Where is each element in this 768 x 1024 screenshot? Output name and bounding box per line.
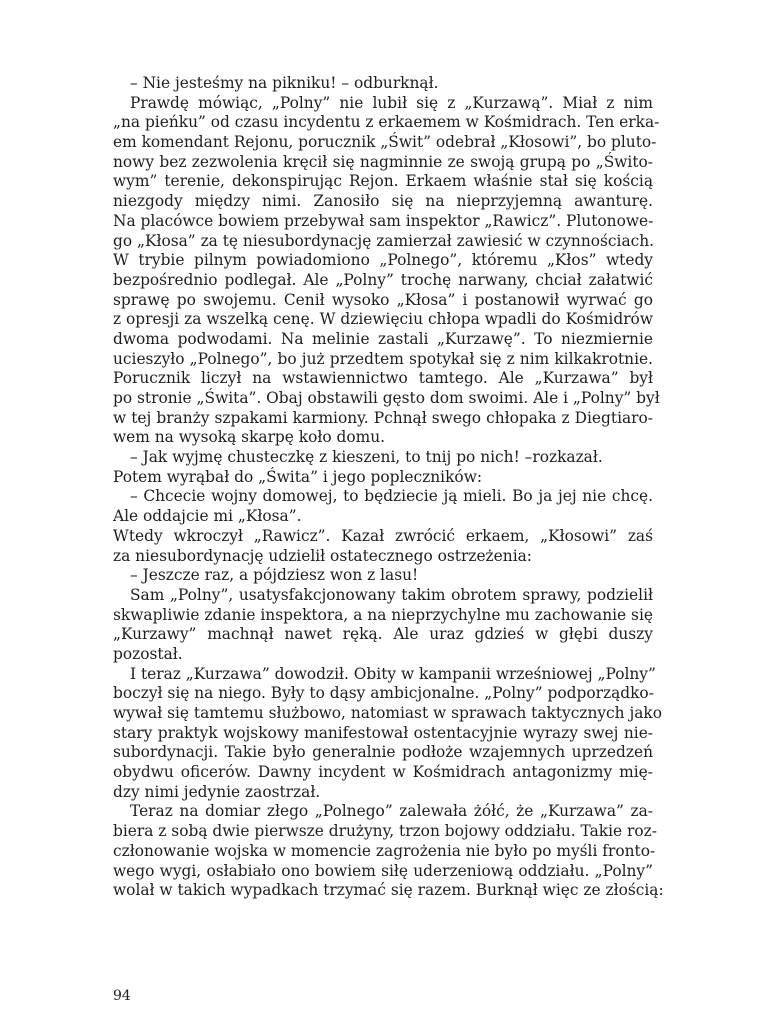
text-line: Porucznik liczył na wstawiennictwo tamtego. Ale „Kurzawa” był	[113, 369, 653, 388]
text-line: bezpośrednio podlegał. Ale „Polny” trochę narwany, chciał załatwić	[113, 270, 653, 289]
text-line: za niesubordynację udzielił ostatecznego ostrzeżenia:	[113, 546, 532, 565]
text-line: Prawdę mówiąc, „Polny” nie lubił się z „Kurzawą”. Miał z nim	[130, 93, 653, 112]
text-line: w tej branży szpakami karmiony. Pchnął swego chłopaka z Diegtiaro-	[113, 408, 653, 427]
text-line: nowy bez zezwolenia kręcił się nagminnie ze swoją grupą po „Świto-	[113, 152, 653, 171]
text-line: ucieszyło „Polnego”, bo już przedtem spotykał się z nim kilkakrotnie.	[113, 349, 653, 368]
text-line: Wtedy wkroczył „Rawicz”. Kazał zwrócić erkaem, „Kłosowi” zaś	[113, 526, 653, 545]
text-line: dzy nimi jedynie zaostrzał.	[113, 782, 321, 801]
text-line: – Jeszcze raz, a pójdziesz won z lasu!	[130, 566, 419, 585]
text-line: wego wygi, osłabiało ono bowiem siłę uderzeniową oddziału. „Polny”	[113, 861, 653, 880]
text-line: biera z sobą dwie pierwsze drużyny, trzon bojowy oddziału. Takie roz-	[113, 822, 657, 841]
text-line: z opresji za wszelką cenę. W dziewięciu chłopa wpadli do Kośmidrów	[113, 310, 653, 329]
text-line: – Chcecie wojny domowej, to będziecie ją mieli. Bo ja jej nie chcę.	[130, 487, 653, 506]
text-line: „na pieńku” od czasu incydentu z erkaemem w Kośmidrach. Ten erka-	[113, 113, 660, 132]
text-line: skwapliwie zdanie inspektora, a na nieprzychylne mu zachowanie się	[113, 605, 653, 624]
text-line: subordynacji. Takie było generalnie podłoże wzajemnych uprzedzeń	[113, 743, 653, 762]
text-line: niezgody między nimi. Zanosiło się na nieprzyjemną awanturę.	[113, 192, 653, 211]
text-line: Teraz na domiar złego „Polnego” zalewała żółć, że „Kurzawa” za-	[130, 802, 653, 821]
text-line: Potem wyrąbał do „Świta” i jego popleczników:	[113, 467, 483, 486]
text-line: wym” terenie, dekonspirując Rejon. Erkaem właśnie stał się kością	[113, 172, 653, 191]
text-line: wem na wysoką skarpę koło domu.	[113, 428, 386, 447]
text-line: dwoma podwodami. Na melinie zastali „Kurzawę”. To niezmiernie	[113, 329, 653, 348]
text-line: wywał się tamtemu służbowo, natomiast w sprawach taktycznych jako	[113, 704, 663, 722]
text-line: em komendant Rejonu, porucznik „Świt” odebrał „Kłosowi”, bo pluto-	[113, 133, 657, 152]
text-line: W trybie pilnym powiadomiono „Polnego”, któremu „Kłos” wtedy	[113, 251, 653, 270]
text-line: I teraz „Kurzawa” dowodził. Obity w kampanii wrześniowej „Polny”	[130, 664, 656, 683]
text-line: Sam „Polny”, usatysfakcjonowany takim obrotem sprawy, podzielił	[130, 585, 653, 604]
text-line: „Kurzawy” machnął nawet ręką. Ale uraz gdzieś w głębi duszy	[113, 625, 653, 644]
text-line: Ale oddajcie mi „Kłosa”.	[113, 507, 302, 526]
text-line: po stronie „Świta”. Obaj obstawili gęsto dom swoimi. Ale i „Polny” był	[113, 389, 660, 407]
text-line: sprawę po swojemu. Cenił wysoko „Kłosa” i postanowił wyrwać go	[113, 290, 653, 309]
text-line: wolał w takich wypadkach trzymać się razem. Burknął więc ze złością:	[113, 881, 664, 900]
page-number: 94	[113, 988, 131, 1004]
text-line: pozostał.	[113, 644, 183, 663]
text-line: obydwu oficerów. Dawny incydent w Kośmidrach antagonizmy mię-	[113, 763, 653, 782]
text-line: Na placówce bowiem przebywał sam inspektor „Rawicz”. Plutonowe-	[113, 211, 654, 230]
text-line: – Jak wyjmę chusteczkę z kieszeni, to tnij po nich! –rozkazał.	[130, 448, 603, 467]
text-line: go „Kłosa” za tę niesubordynację zamierzał zawiesić w czynnościach.	[113, 231, 655, 250]
text-line: – Nie jesteśmy na pikniku! – odburknął.	[130, 74, 439, 92]
text-line: boczył się na niego. Były to dąsy ambicjonalne. „Polny” podporządko-	[113, 684, 654, 703]
text-line: stary praktyk wojskowy manifestował ostentacyjnie wyrazy swej nie-	[113, 723, 653, 742]
body-text	[113, 74, 664, 901]
text-line: członowanie wojska w momencie zagrożenia nie było po myśli fronto-	[113, 841, 656, 860]
